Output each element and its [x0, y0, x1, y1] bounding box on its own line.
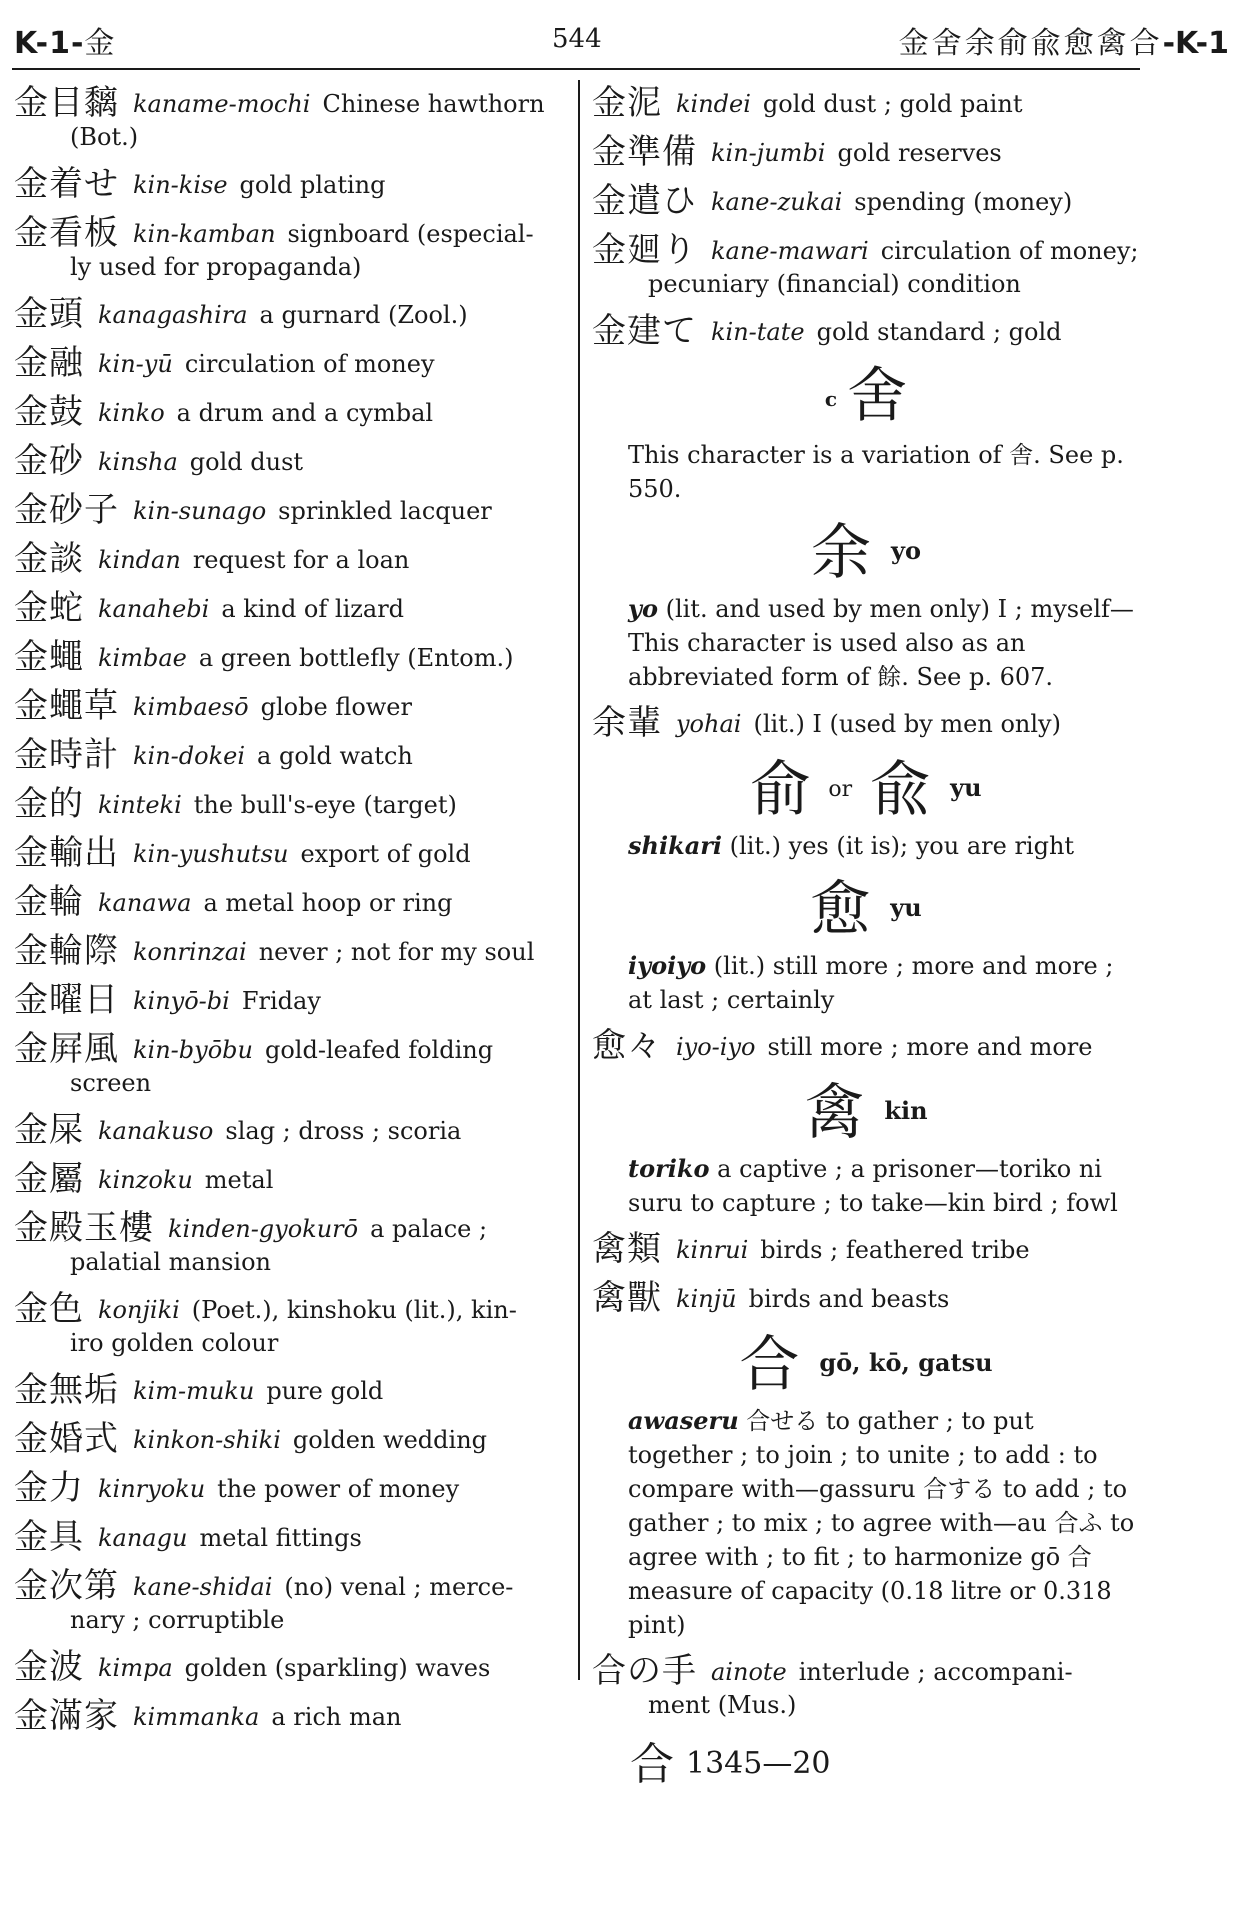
- entry-kanji: 金屎: [14, 1110, 84, 1150]
- entry-definition: golden (sparkling) waves: [184, 1654, 491, 1682]
- entry-romaji: kinjū: [676, 1285, 737, 1313]
- kin-text: [592, 1152, 1140, 1220]
- entry-romaji: kinko: [98, 399, 165, 427]
- go-text-lead: awaseru: [628, 1406, 739, 1435]
- entry-kanji: 金鼓: [14, 392, 84, 432]
- kin-char: 禽: [804, 1078, 865, 1148]
- entry-romaji: kin-yū: [98, 350, 173, 378]
- yo-char: 余: [811, 518, 872, 588]
- dictionary-entry: [14, 490, 562, 530]
- entry-romaji: kindan: [98, 546, 181, 574]
- dictionary-entry: [14, 833, 562, 873]
- go-text-body: 合せる to gather ; to put together ; to join ; to unite ; to add : to compare with—gassuru 合する to add ; to gather ; to mix ; to agree with—au 合ふ to agree with ; to fit ; to harmonize gō 合 measure of capacity (0.18 litre or 0.318 pint): [628, 1407, 1135, 1639]
- entry-kanji: 金波: [14, 1647, 84, 1687]
- header-right: [899, 18, 1229, 62]
- go-entry: [592, 1651, 1140, 1721]
- entry-kanji: 金輸出: [14, 833, 119, 873]
- go-entry-kanji: 合の手: [592, 1651, 697, 1691]
- dictionary-entry: [14, 1110, 562, 1150]
- entry-kanji: 金輪: [14, 882, 84, 922]
- entry-romaji: kinteki: [98, 791, 182, 819]
- yo-entry-kanji: 余輩: [592, 703, 662, 743]
- page-footer: [630, 1728, 831, 1792]
- entry-kanji: 金看板: [14, 213, 119, 253]
- dictionary-entry: [14, 735, 562, 775]
- entry-romaji: kin-jumbi: [711, 139, 826, 167]
- go-reading: gō, kō, gatsu: [819, 1348, 993, 1377]
- entry-kanji: 金頭: [14, 294, 84, 334]
- entry-definition: a rich man: [271, 1703, 402, 1731]
- yo-text-lead: yo: [628, 594, 658, 623]
- dictionary-entry: [14, 637, 562, 677]
- entry-definition: (Poet.), kinshoku (lit.), kin-: [191, 1296, 517, 1324]
- entry-definition: a palace ;: [370, 1215, 488, 1243]
- header-right-kanji: 金舍余俞兪愈禽合: [898, 26, 1163, 61]
- column-divider: [578, 80, 580, 1680]
- go-entry-definition: interlude ; accompani-: [798, 1658, 1073, 1686]
- entry-kanji: 金滿家: [14, 1696, 119, 1736]
- dictionary-entry: [14, 1289, 562, 1359]
- dictionary-entry: [14, 441, 562, 481]
- entry-kanji: 金融: [14, 343, 84, 383]
- entry-romaji: kim-muku: [133, 1377, 255, 1405]
- entry-kanji: 金輪際: [14, 931, 119, 971]
- entry-romaji: kanagashira: [98, 301, 248, 329]
- dictionary-entry: [14, 1566, 562, 1636]
- entry-romaji: kane-shidai: [133, 1573, 273, 1601]
- entry-definition: a gurnard (Zool.): [259, 301, 468, 329]
- entry-definition: sprinkled lacquer: [278, 497, 492, 525]
- entry-romaji: kin-sunago: [133, 497, 267, 525]
- entry-definition: gold reserves: [837, 139, 1002, 167]
- entry-continuation: nary ; corruptible: [70, 1606, 285, 1634]
- head-char-yu2: [592, 875, 1140, 943]
- entry-kanji: 金婚式: [14, 1419, 119, 1459]
- yu2-text-body: (lit.) still more ; more and more ; at last ; certainly: [628, 952, 1114, 1014]
- yu2-entry-definition: still more ; more and more: [767, 1033, 1093, 1061]
- entry-romaji: kinden-gyokurō: [168, 1215, 359, 1243]
- entry-kanji: 金蠅: [14, 637, 84, 677]
- entry-continuation: palatial mansion: [70, 1248, 272, 1276]
- entry-definition: gold-leafed folding: [264, 1036, 494, 1064]
- entry-continuation: pecuniary (financial) condition: [648, 270, 1021, 298]
- kin-reading: kin: [884, 1096, 928, 1125]
- entry-continuation: (Bot.): [70, 123, 139, 151]
- entry-romaji: kinzoku: [98, 1166, 193, 1194]
- entry-romaji: kin-kamban: [133, 220, 276, 248]
- yo-entry-definition: (lit.) I (used by men only): [753, 710, 1061, 738]
- dictionary-entry: [14, 1647, 562, 1687]
- yu2-text: [592, 949, 1140, 1017]
- entry-kanji: 金目黐: [14, 83, 119, 123]
- entry-romaji: kinyō-bi: [133, 987, 230, 1015]
- entry-romaji: kinsha: [98, 448, 178, 476]
- dictionary-entry: [14, 980, 562, 1020]
- sha-mark: c: [824, 387, 838, 411]
- entry-kanji: 金色: [14, 1289, 84, 1329]
- entry-romaji: kane-zukai: [711, 188, 843, 216]
- dictionary-entry: [592, 230, 1140, 300]
- entry-definition: Friday: [241, 987, 321, 1015]
- entry-definition: never ; not for my soul: [258, 938, 535, 966]
- entry-romaji: konrinzai: [133, 938, 247, 966]
- dictionary-entry: [14, 539, 562, 579]
- dictionary-entry: [14, 882, 562, 922]
- kin-text-lead: toriko: [628, 1154, 710, 1183]
- dictionary-entry: [14, 931, 562, 971]
- dictionary-entry: [14, 164, 562, 204]
- entry-definition: circulation of money;: [880, 237, 1139, 265]
- entry-definition: signboard (especial-: [287, 220, 534, 248]
- yo-text: [592, 592, 1140, 694]
- footer-code: 1345—20: [686, 1746, 831, 1781]
- left-column: [14, 83, 562, 1748]
- entry-definition: the bull's-eye (target): [193, 791, 457, 819]
- entry-kanji: 金蠅草: [14, 686, 119, 726]
- entry-romaji: kimbae: [98, 644, 187, 672]
- entry-definition: a gold watch: [257, 742, 413, 770]
- header-right-code: -K-1: [1162, 26, 1229, 61]
- entry-definition: gold standard ; gold: [816, 318, 1062, 346]
- yu1-text-body: (lit.) yes (it is); you are right: [729, 832, 1075, 860]
- entry-continuation: iro golden colour: [70, 1329, 279, 1357]
- dictionary-entry: [14, 1468, 562, 1508]
- entry-romaji: kanagu: [98, 1524, 188, 1552]
- entry-romaji: kinryoku: [98, 1475, 206, 1503]
- entry-romaji: kin-kise: [133, 171, 228, 199]
- entry-romaji: kane-mawari: [711, 237, 869, 265]
- yu2-entry: [592, 1026, 1140, 1066]
- dictionary-entry: [592, 1278, 1140, 1318]
- entry-definition: gold plating: [239, 171, 386, 199]
- head-char-kin: [592, 1078, 1140, 1146]
- yo-entry: [592, 703, 1140, 743]
- entry-definition: spending (money): [854, 188, 1073, 216]
- entry-kanji: 金屛風: [14, 1029, 119, 1069]
- entry-definition: circulation of money: [184, 350, 435, 378]
- entry-romaji: kinkon-shiki: [133, 1426, 281, 1454]
- yo-reading: yo: [891, 536, 921, 565]
- entry-romaji: kin-dokei: [133, 742, 246, 770]
- head-char-go: [592, 1330, 1140, 1398]
- entry-definition: (no) venal ; merce-: [284, 1573, 514, 1601]
- yu2-char: 愈: [810, 875, 871, 945]
- yu1-reading: yu: [950, 773, 982, 802]
- entry-romaji: kimmanka: [133, 1703, 260, 1731]
- yu2-text-lead: iyoiyo: [628, 951, 707, 980]
- entry-definition: gold dust ; gold paint: [762, 90, 1023, 118]
- go-text: [592, 1404, 1140, 1642]
- entry-kanji: 禽類: [592, 1229, 662, 1269]
- yu2-entry-kanji: 愈々: [592, 1026, 662, 1066]
- dictionary-entry: [14, 588, 562, 628]
- go-entry-romaji: ainote: [711, 1658, 787, 1686]
- dictionary-entry: [14, 1029, 562, 1099]
- go-entry-continuation: ment (Mus.): [648, 1691, 797, 1719]
- dictionary-entry: [14, 1208, 562, 1278]
- entry-kanji: 禽獸: [592, 1278, 662, 1318]
- dictionary-entry: [14, 1370, 562, 1410]
- entry-romaji: kin-tate: [711, 318, 805, 346]
- head-char-yo: [592, 518, 1140, 586]
- entry-definition: export of gold: [300, 840, 471, 868]
- entry-kanji: 金力: [14, 1468, 84, 1508]
- header-rule: [12, 68, 1140, 70]
- dictionary-entry: [14, 1696, 562, 1736]
- dictionary-entry: [592, 181, 1140, 221]
- entry-kanji: 金屬: [14, 1159, 84, 1199]
- dictionary-entry: [14, 213, 562, 283]
- entry-kanji: 金殿玉樓: [14, 1208, 154, 1248]
- yu2-entry-romaji: iyo-iyo: [676, 1033, 756, 1061]
- dictionary-entry: [14, 1419, 562, 1459]
- yu1-char-b: 兪: [870, 755, 931, 825]
- entry-romaji: kanahebi: [98, 595, 210, 623]
- dictionary-entry: [14, 686, 562, 726]
- header-left-code: K-1-: [14, 26, 85, 61]
- entry-kanji: 金的: [14, 784, 84, 824]
- dictionary-entry: [14, 83, 562, 153]
- yu2-reading: yu: [890, 893, 922, 922]
- entry-definition: request for a loan: [192, 546, 410, 574]
- entry-romaji: kaname-mochi: [133, 90, 311, 118]
- entry-romaji: kimpa: [98, 1654, 173, 1682]
- dictionary-entry: [592, 311, 1140, 351]
- right-column: [592, 83, 1140, 1735]
- entry-definition: the power of money: [217, 1475, 460, 1503]
- entry-romaji: kanawa: [98, 889, 192, 917]
- entry-kanji: 金着せ: [14, 164, 119, 204]
- header-left: [14, 18, 115, 62]
- entry-romaji: kimbaesō: [133, 693, 249, 721]
- entry-definition: metal fittings: [199, 1524, 362, 1552]
- dictionary-entry: [14, 1159, 562, 1199]
- entry-definition: metal: [204, 1166, 274, 1194]
- entry-romaji: kin-byōbu: [133, 1036, 253, 1064]
- yu1-text-lead: shikari: [628, 831, 723, 860]
- sha-char: 舍: [847, 361, 908, 431]
- entry-definition: a drum and a cymbal: [176, 399, 434, 427]
- entry-definition: pure gold: [266, 1377, 384, 1405]
- entry-kanji: 金具: [14, 1517, 84, 1557]
- entry-definition: birds and beasts: [748, 1285, 950, 1313]
- dictionary-entry: [14, 343, 562, 383]
- yo-entry-romaji: yohai: [676, 710, 742, 738]
- entry-romaji: kinrui: [676, 1236, 749, 1264]
- entry-definition: a metal hoop or ring: [203, 889, 453, 917]
- head-char-yu1: [592, 755, 1140, 823]
- entry-kanji: 金遣ひ: [592, 181, 697, 221]
- entry-kanji: 金次第: [14, 1566, 119, 1606]
- go-char: 合: [739, 1330, 800, 1400]
- entry-definition: Chinese hawthorn: [322, 90, 545, 118]
- entry-kanji: 金廻り: [592, 230, 697, 270]
- entry-definition: slag ; dross ; scoria: [225, 1117, 462, 1145]
- entry-definition: globe flower: [260, 693, 412, 721]
- entry-definition: a kind of lizard: [221, 595, 405, 623]
- yu1-text: [592, 829, 1140, 863]
- dictionary-entry: [592, 83, 1140, 123]
- page-header: [0, 18, 1243, 68]
- footer-kanji: 合: [630, 1739, 674, 1790]
- entry-kanji: 金時計: [14, 735, 119, 775]
- entry-romaji: kindei: [676, 90, 751, 118]
- dictionary-entry: [14, 294, 562, 334]
- entry-romaji: konjiki: [98, 1296, 180, 1324]
- entry-definition: a green bottlefly (Entom.): [198, 644, 514, 672]
- entry-definition: golden wedding: [292, 1426, 488, 1454]
- entry-kanji: 金泥: [592, 83, 662, 123]
- entry-kanji: 金砂子: [14, 490, 119, 530]
- dictionary-entry: [14, 784, 562, 824]
- entry-kanji: 金蛇: [14, 588, 84, 628]
- entry-kanji: 金準備: [592, 132, 697, 172]
- entry-romaji: kin-yushutsu: [133, 840, 289, 868]
- entry-continuation: screen: [70, 1069, 152, 1097]
- sha-text: This character is a variation of 舎. See p. 550.: [628, 441, 1124, 503]
- dictionary-entry: [592, 1229, 1140, 1269]
- header-left-kanji: 金: [84, 26, 116, 61]
- entry-kanji: 金無垢: [14, 1370, 119, 1410]
- dictionary-entry: [14, 1517, 562, 1557]
- entry-definition: gold dust: [189, 448, 304, 476]
- head-char-sha: [592, 363, 1140, 432]
- dictionary-entry: [14, 392, 562, 432]
- yu1-or: or: [828, 777, 853, 802]
- yu1-char-a: 俞: [750, 755, 811, 825]
- entry-kanji: 金談: [14, 539, 84, 579]
- entry-definition: birds ; feathered tribe: [760, 1236, 1030, 1264]
- entry-continuation: ly used for propaganda): [70, 253, 362, 281]
- kin-text-body: a captive ; a prisoner—toriko ni suru to capture ; to take—kin bird ; fowl: [628, 1155, 1118, 1217]
- yo-text-body: (lit. and used by men only) I ; myself—This character is used also as an abbreviated form of 餘. See p. 607.: [628, 595, 1134, 691]
- entry-kanji: 金砂: [14, 441, 84, 481]
- entry-romaji: kanakuso: [98, 1117, 214, 1145]
- dictionary-entry: [592, 132, 1140, 172]
- entry-kanji: 金建て: [592, 311, 697, 351]
- entry-kanji: 金曜日: [14, 980, 119, 1020]
- page-number: 544: [552, 24, 602, 54]
